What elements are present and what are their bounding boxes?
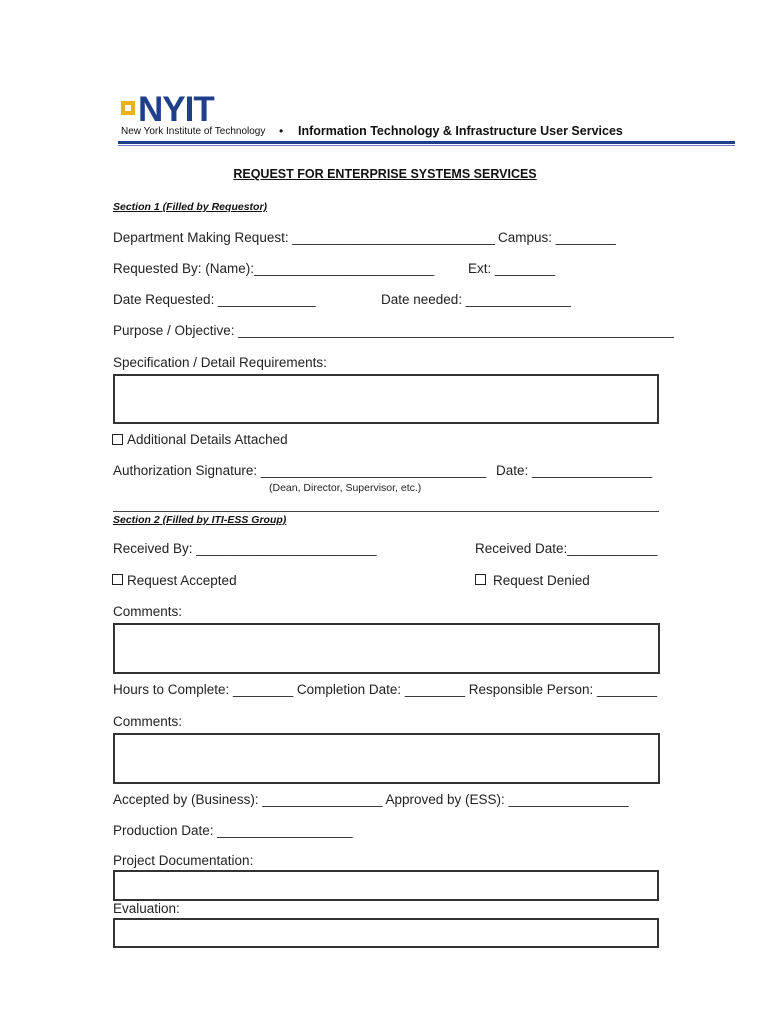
logo: NYIT xyxy=(138,90,214,129)
authorization-date-field[interactable]: Date: ________________ xyxy=(496,463,653,478)
section-divider xyxy=(113,511,659,512)
header-divider xyxy=(118,141,735,144)
request-denied-checkbox[interactable] xyxy=(475,574,486,585)
header-divider-thin xyxy=(118,145,735,146)
form-title: REQUEST FOR ENTERPRISE SYSTEMS SERVICES xyxy=(233,167,537,181)
request-accepted-label: Request Accepted xyxy=(127,573,237,588)
additional-details-checkbox[interactable] xyxy=(112,434,123,445)
logo-subtitle: New York Institute of Technology xyxy=(121,126,266,137)
campus-field[interactable]: Campus: ________ xyxy=(498,230,616,245)
signature-note: (Dean, Director, Supervisor, etc.) xyxy=(269,482,422,494)
accepted-approved-line[interactable]: Accepted by (Business): ________________ Approved by (ESS): ________________ xyxy=(113,792,629,807)
logo-square-icon xyxy=(121,101,135,115)
requested-by-field[interactable]: Requested By: (Name):________________________ xyxy=(113,261,435,276)
comments-textbox-2[interactable] xyxy=(113,733,660,784)
project-documentation-label: Project Documentation: xyxy=(113,853,254,868)
department-title: Information Technology & Infrastructure User Services xyxy=(298,124,623,138)
request-accepted-checkbox[interactable] xyxy=(112,574,123,585)
authorization-signature-field[interactable]: Authorization Signature: ______________________________ xyxy=(113,463,487,478)
project-documentation-textbox[interactable] xyxy=(113,870,659,901)
section2-heading: Section 2 (Filled by ITI-ESS Group) xyxy=(113,514,287,526)
header-bullet: • xyxy=(279,124,284,138)
evaluation-textbox[interactable] xyxy=(113,918,659,948)
comments-textbox-1[interactable] xyxy=(113,623,660,674)
received-by-field[interactable]: Received By: ________________________ xyxy=(113,541,377,556)
hours-completion-line[interactable]: Hours to Complete: ________ Completion Date: ________ Responsible Person: ________ xyxy=(113,682,658,697)
date-requested-field[interactable]: Date Requested: _____________ xyxy=(113,292,316,307)
evaluation-label: Evaluation: xyxy=(113,901,180,916)
request-denied-label: Request Denied xyxy=(493,573,590,588)
specification-textbox[interactable] xyxy=(113,374,659,424)
section1-heading: Section 1 (Filled by Requestor) xyxy=(113,201,268,213)
specification-label: Specification / Detail Requirements: xyxy=(113,355,327,370)
received-date-field[interactable]: Received Date:____________ xyxy=(475,541,658,556)
production-date-field[interactable]: Production Date: __________________ xyxy=(113,823,353,838)
department-making-request-field[interactable]: Department Making Request: ___________________________ xyxy=(113,230,496,245)
ext-field[interactable]: Ext: ________ xyxy=(468,261,556,276)
purpose-field[interactable]: Purpose / Objective: __________________________________________________________ xyxy=(113,323,674,338)
additional-details-label: Additional Details Attached xyxy=(127,432,288,447)
comments-label-1: Comments: xyxy=(113,604,183,619)
date-needed-field[interactable]: Date needed: ______________ xyxy=(381,292,571,307)
comments-label-2: Comments: xyxy=(113,714,183,729)
